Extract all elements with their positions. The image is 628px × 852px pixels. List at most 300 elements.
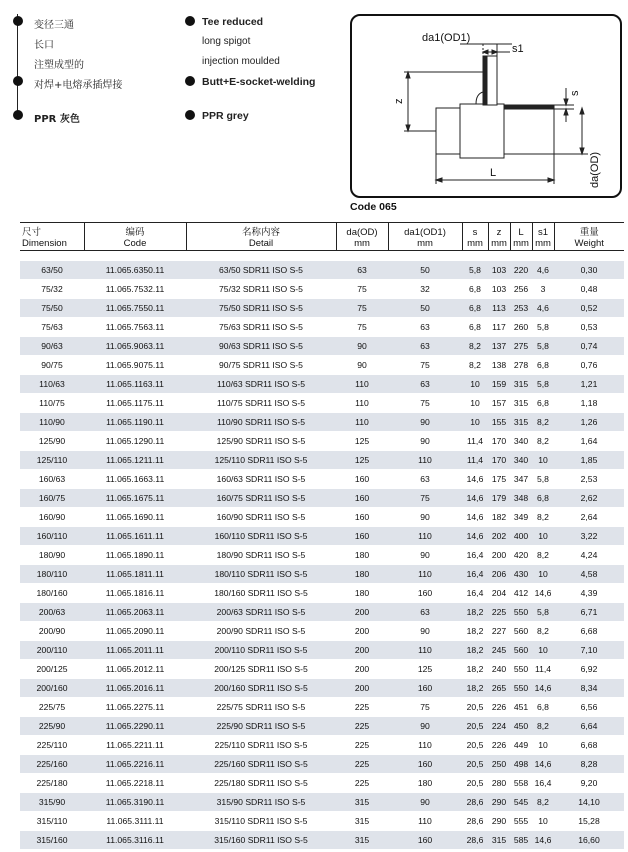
column-header-en: Detail <box>248 238 274 249</box>
table-row <box>20 793 624 812</box>
table-cell: 14,6 <box>462 527 488 546</box>
table-row <box>20 375 624 394</box>
table-cell: 9,20 <box>554 774 624 793</box>
table-cell: 225 <box>336 736 388 755</box>
table-row <box>20 679 624 698</box>
label-da: da(OD) <box>589 151 601 188</box>
table-cell: 225 <box>336 755 388 774</box>
table-cell: 0,74 <box>554 337 624 356</box>
table-cell: 63 <box>388 603 462 622</box>
table-cell: 160/110 SDR11 ISO S-5 <box>186 527 336 546</box>
table-cell: 110 <box>388 812 462 831</box>
column-header-zh: 编码 <box>125 227 145 238</box>
table-cell: 200/160 SDR11 ISO S-5 <box>186 679 336 698</box>
table-cell: 226 <box>488 736 510 755</box>
bullet-dot <box>13 110 23 120</box>
table-cell: 200/90 SDR11 ISO S-5 <box>186 622 336 641</box>
table-cell: 4,24 <box>554 546 624 565</box>
table-cell: 20,5 <box>462 717 488 736</box>
table-cell: 2,53 <box>554 470 624 489</box>
table-cell: 110 <box>336 375 388 394</box>
table-cell: 11.065.1211.11 <box>84 451 186 470</box>
table-cell: 160 <box>336 527 388 546</box>
table-cell: 11.065.2011.11 <box>84 641 186 660</box>
table-row <box>20 660 624 679</box>
table-cell: 160/75 <box>20 489 84 508</box>
table-row <box>20 774 624 793</box>
table-cell: 10 <box>462 375 488 394</box>
table-cell: 160/75 SDR11 ISO S-5 <box>186 489 336 508</box>
table-cell: 220 <box>510 261 532 280</box>
table-row <box>20 641 624 660</box>
table-cell: 225/160 <box>20 755 84 774</box>
table-cell: 10 <box>532 565 554 584</box>
table-cell: 315/90 SDR11 ISO S-5 <box>186 793 336 812</box>
table-cell: 200/110 SDR11 ISO S-5 <box>186 641 336 660</box>
table-cell: 63/50 SDR11 ISO S-5 <box>186 261 336 280</box>
table-cell: 5,8 <box>532 337 554 356</box>
table-cell: 0,53 <box>554 318 624 337</box>
table-cell: 16,60 <box>554 831 624 850</box>
product-code: Code 065 <box>350 201 397 213</box>
table-cell: 170 <box>488 451 510 470</box>
table-cell: 14,6 <box>462 489 488 508</box>
table-cell: 110/75 SDR11 ISO S-5 <box>186 394 336 413</box>
column-header <box>336 223 388 251</box>
table-cell: 206 <box>488 565 510 584</box>
table-cell: 75 <box>388 394 462 413</box>
table-cell: 180 <box>388 774 462 793</box>
table-cell: 157 <box>488 394 510 413</box>
table-cell: 11.065.2290.11 <box>84 717 186 736</box>
table-cell: 10 <box>532 451 554 470</box>
table-cell: 315/160 <box>20 831 84 850</box>
table-cell: 315 <box>510 413 532 432</box>
table-cell: 103 <box>488 280 510 299</box>
table-cell: 180/90 <box>20 546 84 565</box>
table-cell: 5,8 <box>532 470 554 489</box>
table-cell: 160 <box>388 831 462 850</box>
table-cell: 278 <box>510 356 532 375</box>
column-header-zh: 尺寸 <box>22 227 42 238</box>
table-cell: 348 <box>510 489 532 508</box>
table-cell: 14,6 <box>532 584 554 603</box>
table-cell: 15,28 <box>554 812 624 831</box>
table-cell: 280 <box>488 774 510 793</box>
table-row <box>20 755 624 774</box>
column-header <box>20 223 84 251</box>
column-header-en: mm <box>535 238 551 249</box>
table-row <box>20 413 624 432</box>
table-row <box>20 337 624 356</box>
table-cell: 315/90 <box>20 793 84 812</box>
table-cell: 90/75 <box>20 356 84 375</box>
table-cell: 155 <box>488 413 510 432</box>
table-cell: 117 <box>488 318 510 337</box>
table-cell: 63/50 <box>20 261 84 280</box>
table-cell: 11.065.2090.11 <box>84 622 186 641</box>
table-cell: 225/160 SDR11 ISO S-5 <box>186 755 336 774</box>
table-cell: 8,2 <box>462 356 488 375</box>
table-cell: 103 <box>488 261 510 280</box>
table-cell: 11.065.1175.11 <box>84 394 186 413</box>
table-cell: 75 <box>388 698 462 717</box>
table-cell: 225/90 SDR11 ISO S-5 <box>186 717 336 736</box>
column-header-zh: da1(OD1) <box>404 227 446 238</box>
table-cell: 160 <box>388 679 462 698</box>
column-header-zh: z <box>496 227 502 238</box>
table-cell: 560 <box>510 641 532 660</box>
table-cell: 170 <box>488 432 510 451</box>
table-cell: 400 <box>510 527 532 546</box>
table-cell: 256 <box>510 280 532 299</box>
table-cell: 315/110 SDR11 ISO S-5 <box>186 812 336 831</box>
table-cell: 11.065.7550.11 <box>84 299 186 318</box>
table-cell: 110/90 <box>20 413 84 432</box>
table-cell: 160/63 <box>20 470 84 489</box>
table-cell: 11.065.2218.11 <box>84 774 186 793</box>
table-cell: 14,6 <box>462 470 488 489</box>
table-cell: 315 <box>510 375 532 394</box>
table-cell: 200 <box>336 660 388 679</box>
table-cell: 6,64 <box>554 717 624 736</box>
table-cell: 14,6 <box>532 679 554 698</box>
bullet-dot <box>13 76 23 86</box>
table-row <box>20 299 624 318</box>
table-cell: 179 <box>488 489 510 508</box>
table-row <box>20 698 624 717</box>
table-row <box>20 812 624 831</box>
table-cell: 200/63 SDR11 ISO S-5 <box>186 603 336 622</box>
table-cell: 11.065.9063.11 <box>84 337 186 356</box>
table-cell: 113 <box>488 299 510 318</box>
table-cell: 160 <box>388 755 462 774</box>
table-cell: 8,2 <box>462 337 488 356</box>
table-cell: 200/63 <box>20 603 84 622</box>
table-cell: 200 <box>336 641 388 660</box>
table-cell: 18,2 <box>462 660 488 679</box>
table-row <box>20 394 624 413</box>
table-cell: 90 <box>388 413 462 432</box>
table-cell: 8,2 <box>532 432 554 451</box>
table-cell: 451 <box>510 698 532 717</box>
table-cell: 250 <box>488 755 510 774</box>
column-header-zh: 重量 <box>579 227 599 238</box>
table-cell: 110 <box>388 527 462 546</box>
table-cell: 180 <box>336 546 388 565</box>
table-cell: 125/110 SDR11 ISO S-5 <box>186 451 336 470</box>
table-cell: 180 <box>336 565 388 584</box>
table-row <box>20 603 624 622</box>
table-cell: 0,48 <box>554 280 624 299</box>
table-cell: 11.065.1690.11 <box>84 508 186 527</box>
table-cell: 245 <box>488 641 510 660</box>
table-cell: 315 <box>336 812 388 831</box>
table-cell: 137 <box>488 337 510 356</box>
table-cell: 110 <box>336 394 388 413</box>
table-cell: 200/160 <box>20 679 84 698</box>
table-cell: 430 <box>510 565 532 584</box>
desc-en-material: PPR grey <box>202 110 249 122</box>
table-cell: 8,2 <box>532 717 554 736</box>
table-cell: 11.065.2216.11 <box>84 755 186 774</box>
column-header <box>84 223 186 251</box>
table-cell: 90 <box>388 508 462 527</box>
column-header-zh: s1 <box>537 227 549 238</box>
table-cell: 315 <box>336 793 388 812</box>
table-cell: 349 <box>510 508 532 527</box>
table-cell: 8,2 <box>532 546 554 565</box>
desc-en-type: Tee reduced <box>202 16 264 28</box>
table-cell: 11,4 <box>532 660 554 679</box>
table-cell: 225 <box>336 698 388 717</box>
column-header-en: mm <box>491 238 507 249</box>
table-cell: 4,6 <box>532 261 554 280</box>
table-cell: 18,2 <box>462 679 488 698</box>
table-cell: 180 <box>336 584 388 603</box>
table-cell: 225/75 SDR11 ISO S-5 <box>186 698 336 717</box>
desc-zh-moulding: 注塑成型的 <box>34 60 84 71</box>
table-cell: 20,5 <box>462 736 488 755</box>
table-row <box>20 470 624 489</box>
table-cell: 75 <box>388 356 462 375</box>
desc-en-spigot: long spigot <box>202 36 251 47</box>
table-row <box>20 736 624 755</box>
table-cell: 6,8 <box>532 489 554 508</box>
table-cell: 63 <box>336 261 388 280</box>
label-s: s <box>569 90 581 96</box>
table-cell: 16,4 <box>462 584 488 603</box>
table-row <box>20 527 624 546</box>
table-cell: 90 <box>336 356 388 375</box>
table-cell: 6,8 <box>462 280 488 299</box>
desc-zh-spigot: 长口 <box>34 40 54 51</box>
table-cell: 1,64 <box>554 432 624 451</box>
table-cell: 275 <box>510 337 532 356</box>
column-header-zh: L <box>518 227 524 238</box>
table-cell: 224 <box>488 717 510 736</box>
table-cell: 75 <box>336 299 388 318</box>
table-cell: 1,26 <box>554 413 624 432</box>
table-cell: 6,8 <box>462 299 488 318</box>
bullet-dot <box>185 76 195 86</box>
column-header-en: mm <box>417 238 433 249</box>
table-cell: 2,64 <box>554 508 624 527</box>
column-header <box>510 223 532 251</box>
table-cell: 90/63 SDR11 ISO S-5 <box>186 337 336 356</box>
table-cell: 75 <box>336 280 388 299</box>
column-header-en: Dimension <box>22 238 67 249</box>
table-cell: 8,28 <box>554 755 624 774</box>
desc-en-moulding: injection moulded <box>202 56 280 67</box>
column-header-en: mm <box>354 238 370 249</box>
table-cell: 225/110 SDR11 ISO S-5 <box>186 736 336 755</box>
table-cell: 90 <box>336 337 388 356</box>
table-cell: 11.065.2211.11 <box>84 736 186 755</box>
table-cell: 498 <box>510 755 532 774</box>
label-L: L <box>490 167 497 179</box>
table-cell: 20,5 <box>462 774 488 793</box>
table-cell: 10 <box>462 413 488 432</box>
table-cell: 225/180 SDR11 ISO S-5 <box>186 774 336 793</box>
table-cell: 5,8 <box>532 375 554 394</box>
bullet-dot <box>13 16 23 26</box>
table-row <box>20 451 624 470</box>
table-cell: 110/63 <box>20 375 84 394</box>
table-cell: 225 <box>488 603 510 622</box>
table-cell: 160 <box>336 470 388 489</box>
table-cell: 347 <box>510 470 532 489</box>
table-cell: 315/160 SDR11 ISO S-5 <box>186 831 336 850</box>
table-cell: 11.065.2063.11 <box>84 603 186 622</box>
table-cell: 8,34 <box>554 679 624 698</box>
table-cell: 110 <box>388 565 462 584</box>
table-cell: 180/110 SDR11 ISO S-5 <box>186 565 336 584</box>
table-cell: 200 <box>488 546 510 565</box>
table-cell: 225 <box>336 774 388 793</box>
bullet-dot <box>185 110 195 120</box>
desc-zh-material: PPR 灰色 <box>34 114 80 125</box>
table-cell: 11.065.9075.11 <box>84 356 186 375</box>
bullet-timeline <box>17 14 18 118</box>
column-header-zh: da(OD) <box>346 227 378 238</box>
table-cell: 550 <box>510 660 532 679</box>
table-cell: 110 <box>388 641 462 660</box>
table-cell: 5,8 <box>532 318 554 337</box>
table-cell: 75/32 <box>20 280 84 299</box>
table-cell: 11.065.6350.11 <box>84 261 186 280</box>
table-cell: 315 <box>336 831 388 850</box>
table-cell: 545 <box>510 793 532 812</box>
column-header <box>554 223 624 251</box>
table-cell: 5,8 <box>532 603 554 622</box>
table-cell: 110/90 SDR11 ISO S-5 <box>186 413 336 432</box>
table-cell: 180/160 <box>20 584 84 603</box>
table-row <box>20 546 624 565</box>
table-cell: 28,6 <box>462 793 488 812</box>
table-row <box>20 489 624 508</box>
table-cell: 110/63 SDR11 ISO S-5 <box>186 375 336 394</box>
table-cell: 75 <box>388 489 462 508</box>
table-row <box>20 717 624 736</box>
table-cell: 125/90 <box>20 432 84 451</box>
table-cell: 202 <box>488 527 510 546</box>
table-cell: 75/50 SDR11 ISO S-5 <box>186 299 336 318</box>
table-cell: 420 <box>510 546 532 565</box>
table-cell: 14,6 <box>532 831 554 850</box>
table-cell: 16,4 <box>462 565 488 584</box>
table-cell: 225/110 <box>20 736 84 755</box>
table-cell: 75/63 SDR11 ISO S-5 <box>186 318 336 337</box>
table-cell: 75/63 <box>20 318 84 337</box>
table-cell: 11.065.3111.11 <box>84 812 186 831</box>
bullet-dot <box>185 16 195 26</box>
table-cell: 200 <box>336 603 388 622</box>
table-cell: 10 <box>532 812 554 831</box>
label-z: z <box>393 98 405 104</box>
table-cell: 558 <box>510 774 532 793</box>
table-cell: 110/75 <box>20 394 84 413</box>
table-cell: 180/110 <box>20 565 84 584</box>
table-row <box>20 280 624 299</box>
table-cell: 1,18 <box>554 394 624 413</box>
table-cell: 227 <box>488 622 510 641</box>
table-cell: 160/90 <box>20 508 84 527</box>
table-cell: 8,2 <box>532 508 554 527</box>
table-cell: 3,22 <box>554 527 624 546</box>
table-cell: 160 <box>336 489 388 508</box>
table-row <box>20 318 624 337</box>
table-row <box>20 565 624 584</box>
table-row <box>20 622 624 641</box>
table-cell: 6,92 <box>554 660 624 679</box>
table-cell: 550 <box>510 603 532 622</box>
table-cell: 10 <box>532 527 554 546</box>
technical-drawing <box>350 14 622 198</box>
table-cell: 90 <box>388 622 462 641</box>
table-row <box>20 831 624 850</box>
table-cell: 11.065.1190.11 <box>84 413 186 432</box>
table-cell: 204 <box>488 584 510 603</box>
table-cell: 450 <box>510 717 532 736</box>
table-cell: 6,68 <box>554 622 624 641</box>
table-cell: 4,39 <box>554 584 624 603</box>
table-cell: 315 <box>488 831 510 850</box>
table-cell: 3 <box>532 280 554 299</box>
table-cell: 200 <box>336 679 388 698</box>
table-cell: 160/90 SDR11 ISO S-5 <box>186 508 336 527</box>
table-cell: 11.065.1163.11 <box>84 375 186 394</box>
table-row <box>20 508 624 527</box>
table-cell: 63 <box>388 337 462 356</box>
table-cell: 412 <box>510 584 532 603</box>
table-cell: 6,8 <box>532 394 554 413</box>
table-cell: 1,21 <box>554 375 624 394</box>
table-cell: 159 <box>488 375 510 394</box>
table-cell: 182 <box>488 508 510 527</box>
table-cell: 20,5 <box>462 698 488 717</box>
column-header-en: mm <box>513 238 529 249</box>
table-cell: 550 <box>510 679 532 698</box>
table-cell: 11.065.1675.11 <box>84 489 186 508</box>
table-cell: 90 <box>388 793 462 812</box>
table-cell: 6,8 <box>462 318 488 337</box>
table-cell: 200/110 <box>20 641 84 660</box>
table-cell: 18,2 <box>462 622 488 641</box>
table-cell: 160 <box>388 584 462 603</box>
table-cell: 11.065.7532.11 <box>84 280 186 299</box>
column-header <box>186 223 336 251</box>
table-cell: 18,2 <box>462 641 488 660</box>
table-cell: 315/110 <box>20 812 84 831</box>
table-cell: 0,30 <box>554 261 624 280</box>
table-cell: 75/32 SDR11 ISO S-5 <box>186 280 336 299</box>
table-cell: 28,6 <box>462 812 488 831</box>
table-cell: 253 <box>510 299 532 318</box>
table-cell: 125 <box>336 451 388 470</box>
table-cell: 90/63 <box>20 337 84 356</box>
table-cell: 4,58 <box>554 565 624 584</box>
table-cell: 340 <box>510 432 532 451</box>
table-cell: 240 <box>488 660 510 679</box>
table-cell: 11.065.1611.11 <box>84 527 186 546</box>
table-cell: 10 <box>462 394 488 413</box>
table-cell: 125/90 SDR11 ISO S-5 <box>186 432 336 451</box>
table-cell: 16,4 <box>532 774 554 793</box>
table-row <box>20 356 624 375</box>
column-header-en: Weight <box>574 238 604 249</box>
table-cell: 20,5 <box>462 755 488 774</box>
